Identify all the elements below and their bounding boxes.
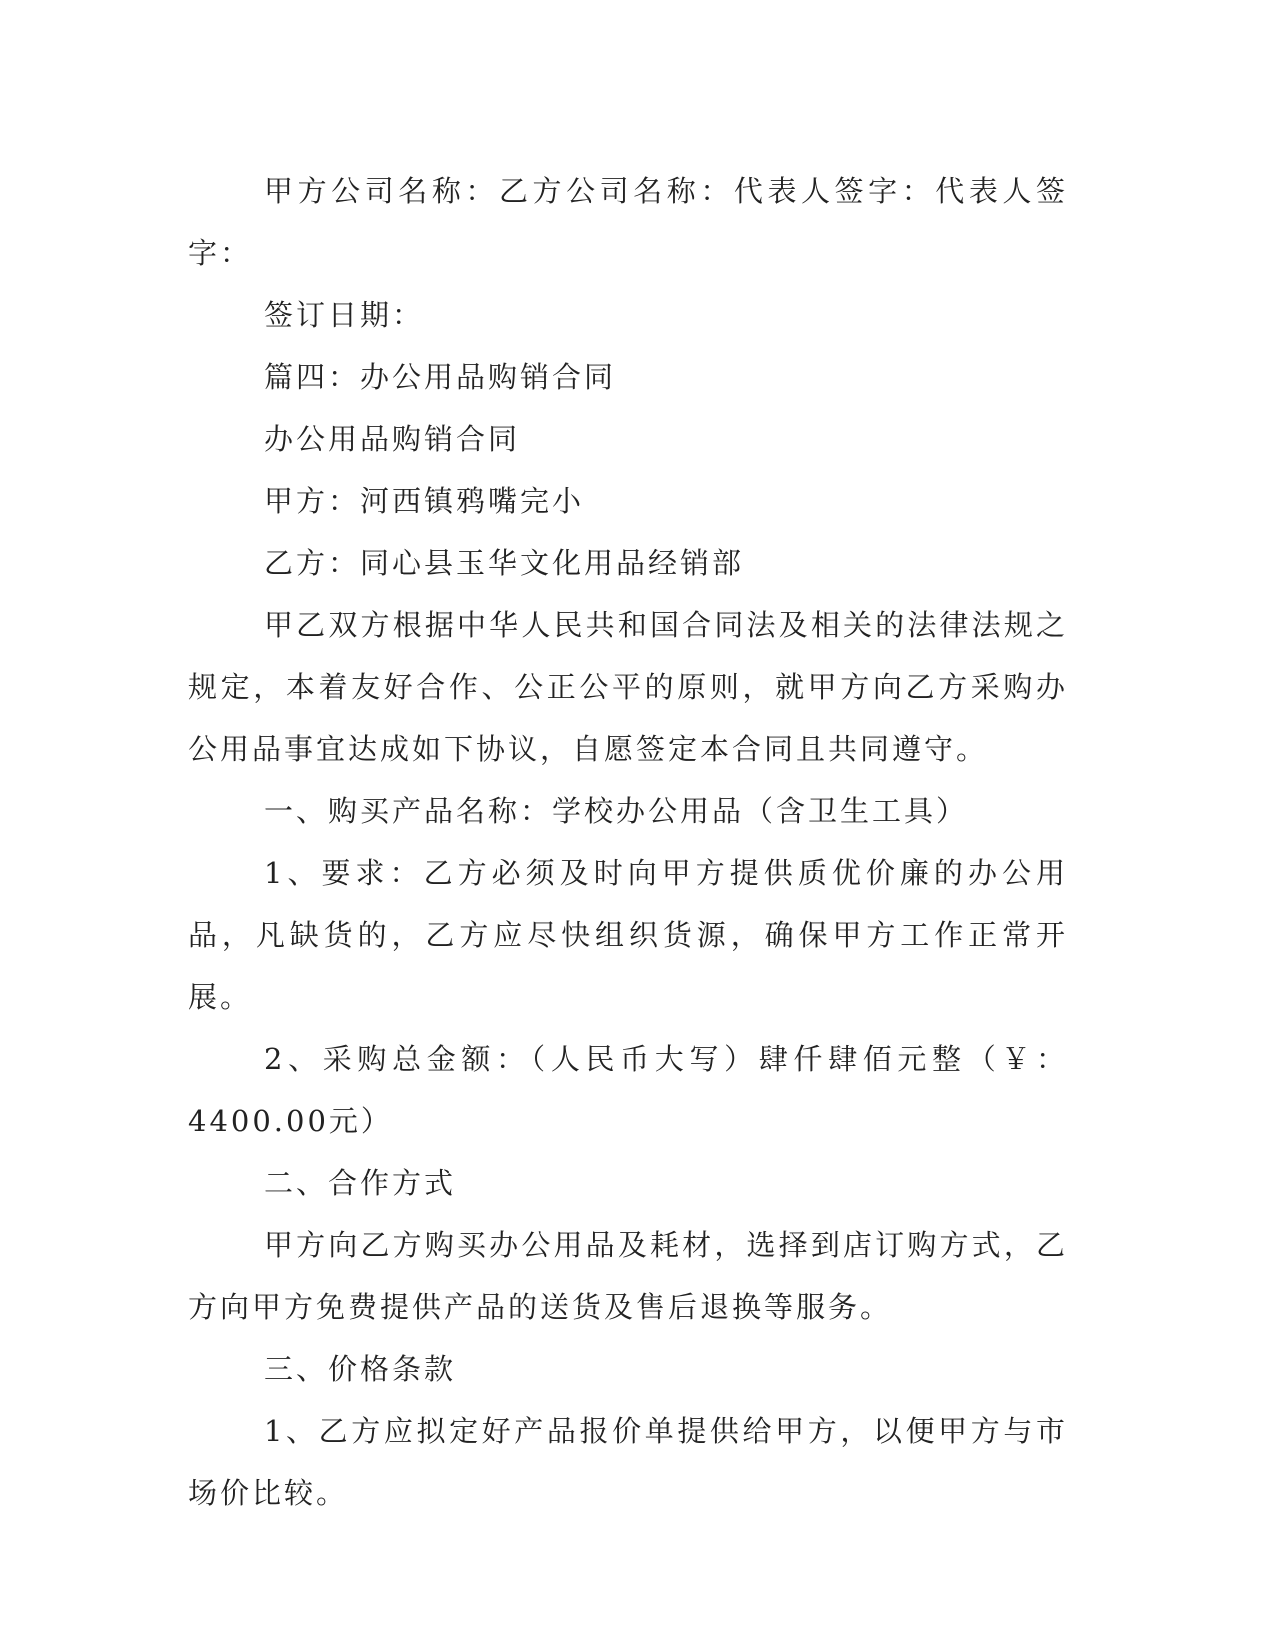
preamble-paragraph: 甲乙双方根据中华人民共和国合同法及相关的法律法规之规定，本着友好合作、公正公平的原则，就甲方向乙方采购办公用品事宜达成如下协议，自愿签定本合同且共同遵守。	[188, 608, 1068, 766]
party-b: 乙方：同心县玉华文化用品经销部	[264, 546, 745, 580]
document-body	[188, 160, 1068, 1524]
clause-2-body: 甲方向乙方购买办公用品及耗材，选择到店订购方式，乙方向甲方免费提供产品的送货及售后退换等服务。	[188, 1228, 1068, 1324]
clause-2-heading: 二、合作方式	[264, 1166, 457, 1200]
clause-1-item-2: 2、采购总金额：（人民币大写）肆仟肆佰元整（￥：4400.00元）	[188, 1042, 1068, 1138]
clause-1-heading: 一、购买产品名称：学校办公用品（含卫生工具）	[264, 794, 969, 828]
clause-3-item-1: 1、乙方应拟定好产品报价单提供给甲方，以便甲方与市场价比较。	[188, 1414, 1068, 1510]
signature-line: 甲方公司名称：乙方公司名称：代表人签字：代表人签字：	[188, 174, 1068, 270]
clause-3-heading: 三、价格条款	[264, 1352, 457, 1386]
party-a: 甲方：河西镇鸦嘴完小	[264, 484, 585, 518]
clause-1-item-1: 1、要求：乙方必须及时向甲方提供质优价廉的办公用品，凡缺货的，乙方应尽快组织货源，确保甲方工作正常开展。	[188, 856, 1068, 1014]
contract-title: 办公用品购销合同	[264, 422, 521, 456]
section-heading: 篇四：办公用品购销合同	[264, 360, 617, 394]
signing-date: 签订日期：	[264, 298, 425, 332]
